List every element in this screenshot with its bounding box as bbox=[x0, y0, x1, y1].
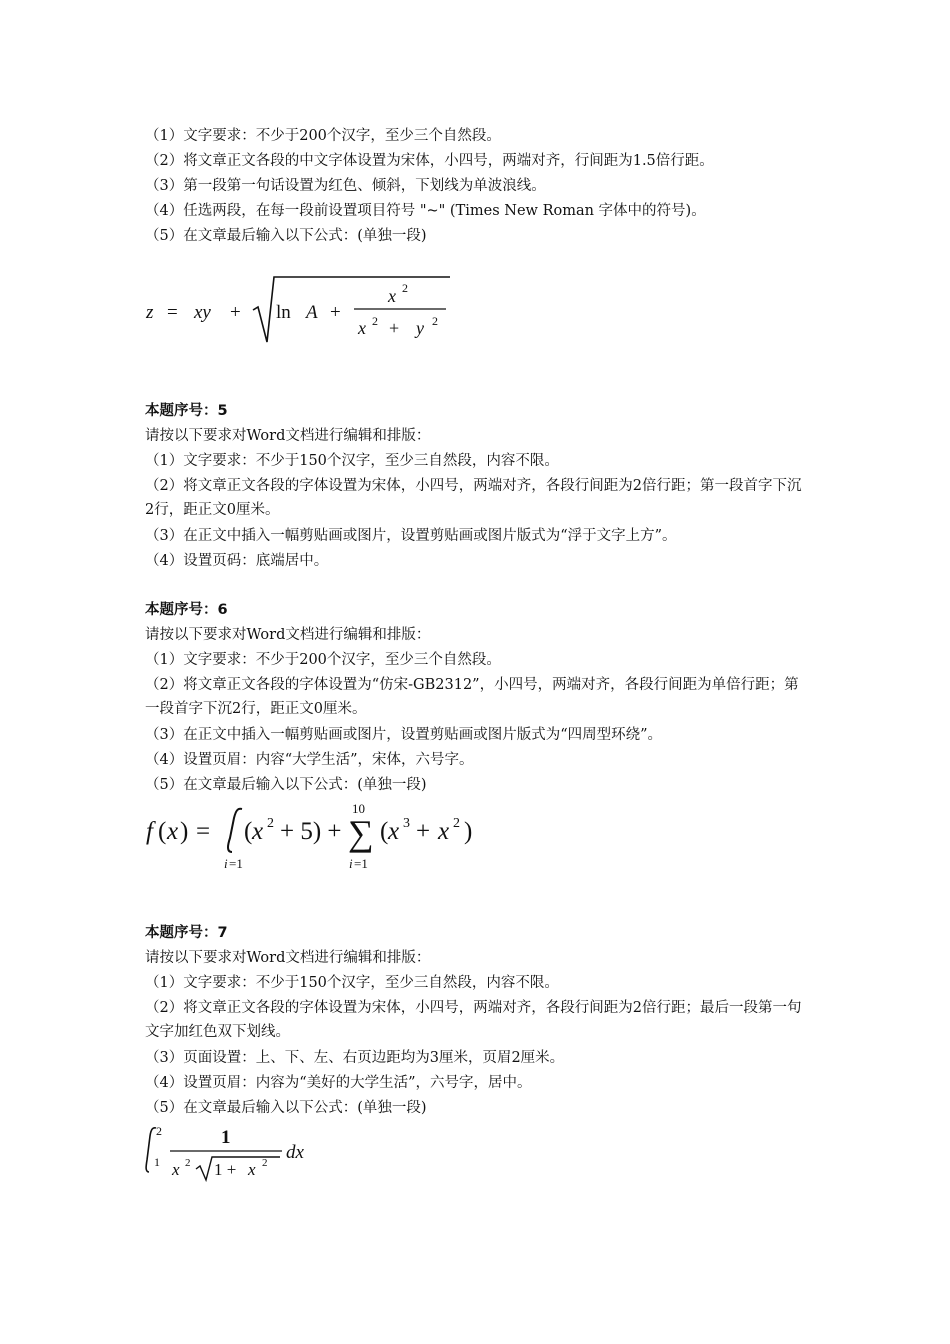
svg-text:1: 1 bbox=[221, 1127, 231, 1148]
svg-text:xy: xy bbox=[194, 302, 211, 323]
svg-text:x: x bbox=[358, 318, 366, 338]
svg-text:(: ( bbox=[380, 818, 389, 845]
s6-intro: 请按以下要求对Word文档进行编辑和排版： bbox=[145, 627, 431, 643]
svg-text:x: x bbox=[252, 818, 264, 845]
svg-text:+: + bbox=[330, 302, 341, 323]
s7-heading: 本题序号：7 bbox=[145, 925, 228, 941]
svg-text:3: 3 bbox=[403, 816, 410, 831]
svg-text:2: 2 bbox=[453, 816, 460, 831]
svg-text:=: = bbox=[167, 302, 178, 323]
svg-text:x: x bbox=[167, 818, 179, 845]
s4-item-1: （1）文字要求：不少于200个汉字，至少三个自然段。 bbox=[145, 128, 501, 144]
svg-text:2: 2 bbox=[156, 1124, 162, 1138]
svg-text:2: 2 bbox=[267, 816, 274, 831]
s6-item-1: （1）文字要求：不少于200个汉字，至少三个自然段。 bbox=[145, 652, 501, 668]
formula-integral-sum bbox=[140, 798, 490, 874]
s5-heading: 本题序号：5 bbox=[145, 403, 228, 419]
svg-text:+: + bbox=[389, 318, 400, 338]
s5-intro: 请按以下要求对Word文档进行编辑和排版： bbox=[145, 428, 431, 444]
svg-text:2: 2 bbox=[402, 281, 408, 295]
svg-text:dx: dx bbox=[286, 1142, 304, 1163]
svg-text:2: 2 bbox=[432, 314, 438, 328]
formula-sqrt bbox=[140, 270, 460, 355]
svg-text:): ) bbox=[464, 818, 473, 845]
s4-item-4: （4）任选两段，在每一段前设置项目符号 "~" (Times New Roman 字体中的符号)。 bbox=[145, 203, 706, 219]
svg-text:(: ( bbox=[158, 818, 167, 845]
s7-item-1: （1）文字要求：不少于150个汉字，至少三自然段，内容不限。 bbox=[145, 975, 559, 991]
svg-text:+ 5) +: + 5) + bbox=[280, 818, 342, 845]
s6-item-2: （2）将文章正文各段的字体设置为“仿宋-GB2312”，小四号，两端对齐，各段行间距为单倍行距；第一段首字下沉2行，距正文0厘米。 bbox=[145, 677, 799, 717]
svg-text:ln: ln bbox=[276, 302, 291, 323]
svg-text:x: x bbox=[248, 1160, 256, 1179]
svg-text:2: 2 bbox=[185, 1157, 191, 1169]
s7-intro: 请按以下要求对Word文档进行编辑和排版： bbox=[145, 950, 431, 966]
svg-text:): ) bbox=[180, 818, 189, 845]
svg-text:∑: ∑ bbox=[348, 813, 374, 853]
s4-item-3: （3）第一段第一句话设置为红色、倾斜，下划线为单波浪线。 bbox=[145, 178, 546, 194]
svg-text:1 +: 1 + bbox=[214, 1160, 237, 1179]
svg-text:=: = bbox=[196, 818, 211, 845]
s6-heading: 本题序号：6 bbox=[145, 602, 228, 618]
svg-text:y: y bbox=[416, 318, 424, 338]
svg-text:x: x bbox=[438, 818, 450, 845]
s7-item-5: （5）在文章最后输入以下公式：(单独一段) bbox=[145, 1100, 427, 1116]
s5-item-2: （2）将文章正文各段的字体设置为宋体，小四号，两端对齐，各段行间距为2倍行距；第一段首字下沉2行，距正文0厘米。 bbox=[145, 478, 802, 518]
svg-text:x: x bbox=[388, 286, 396, 306]
s7-item-3: （3）页面设置：上、下、左、右页边距均为3厘米，页眉2厘米。 bbox=[145, 1050, 565, 1066]
svg-text:10: 10 bbox=[352, 801, 365, 816]
svg-text:x: x bbox=[388, 818, 400, 845]
s5-item-1: （1）文字要求：不少于150个汉字，至少三自然段，内容不限。 bbox=[145, 453, 559, 469]
svg-text:+: + bbox=[230, 302, 241, 323]
svg-text:i: i bbox=[349, 856, 353, 871]
svg-text:(: ( bbox=[244, 818, 253, 845]
svg-text:=1: =1 bbox=[229, 856, 243, 871]
s6-item-4: （4）设置页眉：内容“大学生活”，宋体，六号字。 bbox=[145, 752, 474, 768]
s6-item-3: （3）在正文中插入一幅剪贴画或图片，设置剪贴画或图片版式为“四周型环绕”。 bbox=[145, 727, 663, 743]
svg-text:+: + bbox=[416, 818, 431, 845]
s4-item-2: （2）将文章正文各段的中文字体设置为宋体，小四号，两端对齐，行间距为1.5倍行距。 bbox=[145, 153, 714, 169]
svg-text:i: i bbox=[224, 856, 228, 871]
svg-text:1: 1 bbox=[154, 1155, 160, 1169]
svg-text:=1: =1 bbox=[354, 856, 368, 871]
svg-text:f: f bbox=[146, 818, 153, 845]
svg-text:2: 2 bbox=[372, 314, 378, 328]
s6-item-5: （5）在文章最后输入以下公式：(单独一段) bbox=[145, 777, 427, 793]
s7-item-2: （2）将文章正文各段的字体设置为宋体，小四号，两端对齐，各段行间距为2倍行距；最后一段第一句文字加红色双下划线。 bbox=[145, 1000, 802, 1040]
s4-item-5: （5）在文章最后输入以下公式：(单独一段) bbox=[145, 228, 427, 244]
s5-item-4: （4）设置页码：底端居中。 bbox=[145, 553, 329, 569]
s7-item-4: （4）设置页眉：内容为“美好的大学生活”，六号字，居中。 bbox=[145, 1075, 532, 1091]
svg-text:2: 2 bbox=[262, 1157, 268, 1169]
svg-text:x: x bbox=[172, 1160, 180, 1179]
formula-definite-integral bbox=[140, 1120, 320, 1186]
svg-text:A: A bbox=[306, 302, 318, 323]
s5-item-3: （3）在正文中插入一幅剪贴画或图片，设置剪贴画或图片版式为“浮于文字上方”。 bbox=[145, 528, 677, 544]
svg-text:z: z bbox=[146, 302, 154, 323]
